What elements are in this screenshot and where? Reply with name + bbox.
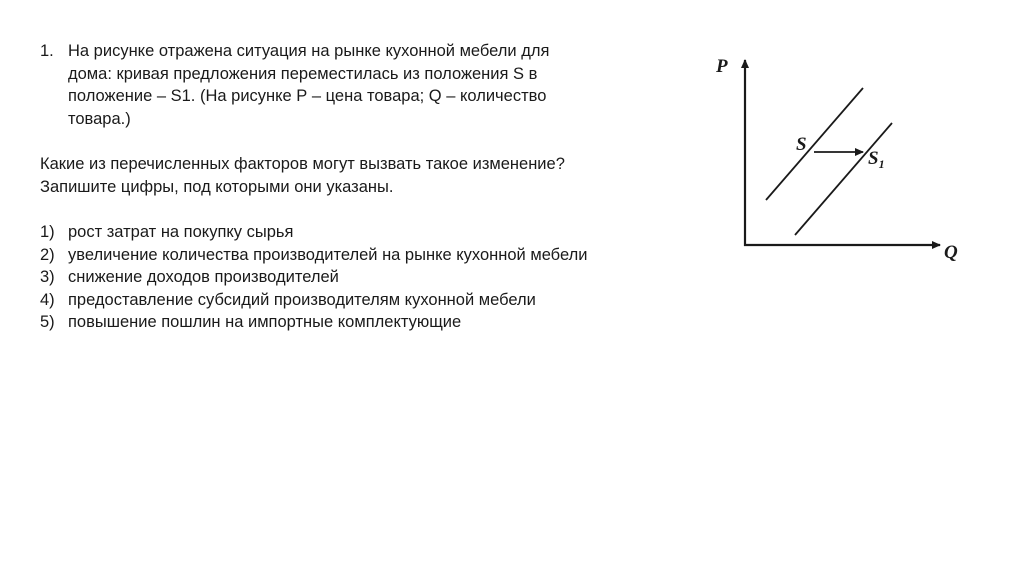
question-line: положение – S1. (На рисунке Р – цена товара; Q – количество (68, 87, 547, 105)
option-number: 3) (40, 268, 55, 286)
option-text: предоставление субсидий производителям кухонной мебели (68, 290, 536, 309)
question-line: товара.) (68, 109, 131, 128)
option-item (40, 244, 700, 267)
question (40, 40, 700, 130)
option-text: снижение доходов производителей (68, 268, 339, 286)
option-item (40, 266, 700, 289)
option-text: повышение пошлин на импортные комплектующие (68, 313, 462, 331)
supply-curve-s (766, 88, 863, 200)
option-item (40, 221, 700, 244)
option-number: 2) (40, 245, 55, 264)
option-text: увеличение количества производителей на рынке кухонной мебели (68, 245, 588, 264)
option-number: 4) (40, 290, 55, 309)
option-number: 5) (40, 313, 55, 331)
prompt-line: Запишите цифры, под которыми они указаны. (40, 177, 394, 196)
question-line: На рисунке отражена ситуация на рынке кухонной мебели для (68, 42, 550, 60)
question-number: 1. (40, 42, 54, 60)
option-item (40, 289, 700, 312)
option-number: 1) (40, 223, 55, 241)
prompt (40, 153, 700, 198)
option-item (40, 311, 700, 334)
prompt-line: Какие из перечисленных факторов могут вызвать такое изменение? (40, 155, 565, 173)
supply-curve-s1 (795, 123, 892, 235)
supply-shift-graph (700, 40, 980, 270)
options-list (40, 221, 700, 334)
curve-s1-subscript: 1 (878, 157, 885, 171)
curve-s1-letter: S (868, 148, 879, 169)
curve-s-label: S (796, 134, 807, 155)
x-axis-label: Q (944, 242, 958, 263)
y-axis-label: P (716, 56, 728, 77)
option-text: рост затрат на покупку сырья (68, 223, 294, 241)
question-line: дома: кривая предложения переместилась из положения S в (68, 64, 538, 83)
task-text (40, 40, 700, 334)
curve-s1-label (868, 148, 885, 171)
question-body (68, 40, 549, 130)
